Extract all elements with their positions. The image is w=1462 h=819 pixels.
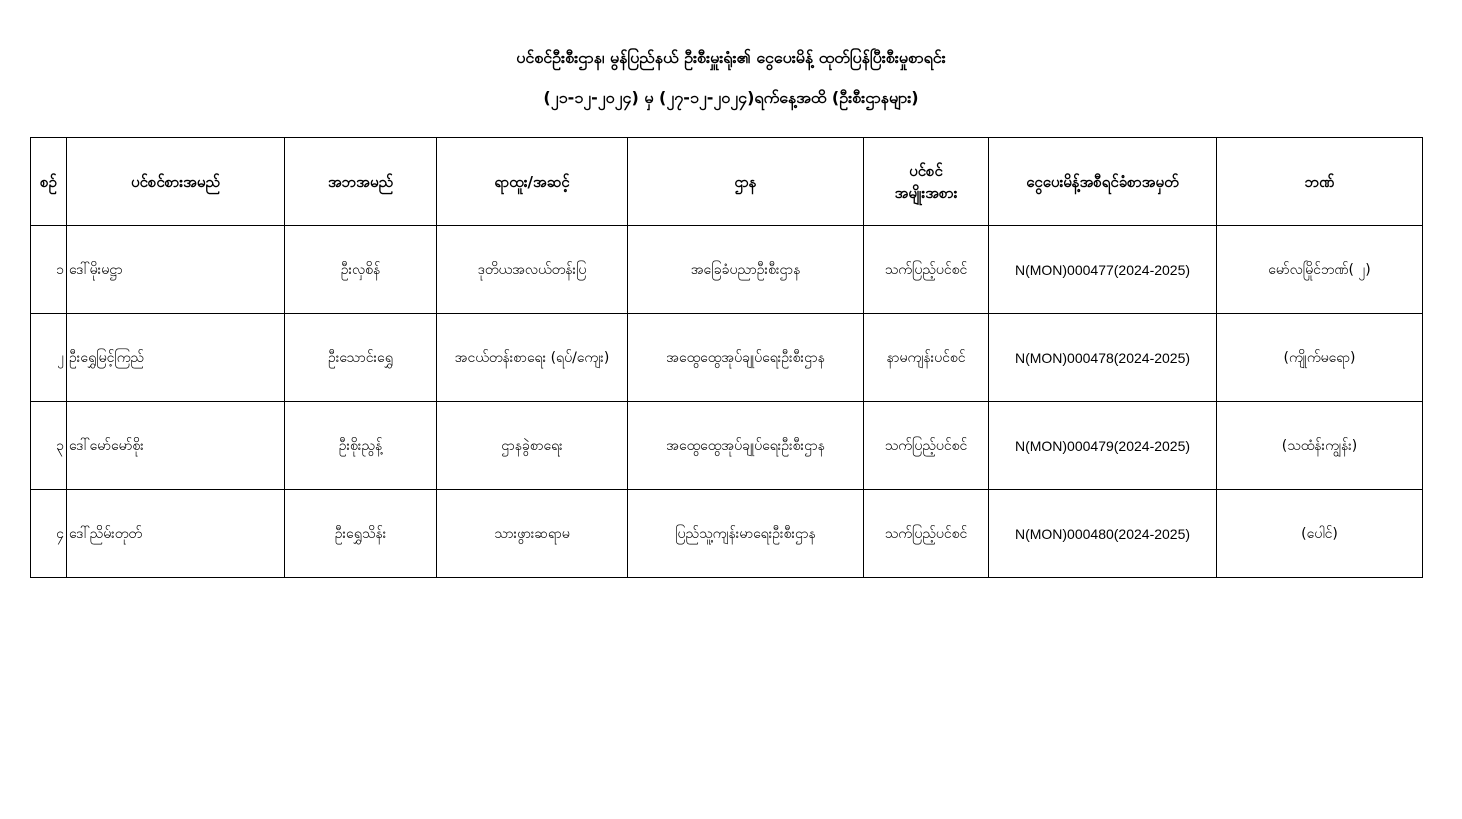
cell-department: ပြည်သူ့ကျန်းမာရေးဦးစီးဌာန — [628, 490, 864, 578]
cell-department: အထွေထွေအုပ်ချုပ်ရေးဦးစီးဌာန — [628, 402, 864, 490]
cell-pension-type: သက်ပြည့်ပင်စင် — [864, 402, 989, 490]
header-pensioner-name: ပင်စင်စားအမည် — [67, 138, 285, 226]
cell-bank: (သထံန်းကျွန်း) — [1217, 402, 1423, 490]
cell-pensioner-name: ဒေါ်မိုးမဋ္ဌာ — [67, 226, 285, 314]
cell-pensioner-name: ဒေါ်မော်မော်စိုး — [67, 402, 285, 490]
cell-ppo-number: N(MON)000480(2024-2025) — [989, 490, 1217, 578]
header-pension-type — [864, 138, 989, 226]
cell-bank: (ပေါင်) — [1217, 490, 1423, 578]
cell-bank: (ကျိုက်မရော) — [1217, 314, 1423, 402]
cell-no: ၂ — [31, 314, 67, 402]
cell-ppo-number: N(MON)000479(2024-2025) — [989, 402, 1217, 490]
cell-bank: မော်လမြိုင်ဘဏ်( ၂) — [1217, 226, 1423, 314]
cell-department: အခြေခံပညာဦးစီးဌာန — [628, 226, 864, 314]
cell-position: သားဖွားဆရာမ — [437, 490, 628, 578]
cell-father-name: ဦးရွှေသိန်း — [285, 490, 437, 578]
pension-table — [30, 137, 1423, 578]
document-date-range: (၂၁-၁၂-၂၀၂၄) မှ (၂၇-၁၂-၂၀၂၄)ရက်နေ့အထိ (ဦးစီးဌာနများ) — [543, 88, 919, 107]
header-position: ရာထူး/အဆင့် — [437, 138, 628, 226]
cell-no: ၁ — [31, 226, 67, 314]
cell-pension-type: နာမကျန်းပင်စင် — [864, 314, 989, 402]
cell-father-name: ဦးစိုးညွန့် — [285, 402, 437, 490]
header-pension-type-line2: အမျိုးအစား — [894, 183, 958, 202]
header-bank: ဘဏ် — [1217, 138, 1423, 226]
table-row — [31, 226, 1423, 314]
table-row — [31, 402, 1423, 490]
table-header-row — [31, 138, 1423, 226]
cell-no: ၃ — [31, 402, 67, 490]
cell-no: ၄ — [31, 490, 67, 578]
cell-ppo-number: N(MON)000477(2024-2025) — [989, 226, 1217, 314]
cell-pensioner-name: ဒေါ်ညိမ်းတုတ် — [67, 490, 285, 578]
cell-ppo-number: N(MON)000478(2024-2025) — [989, 314, 1217, 402]
cell-pension-type: သက်ပြည့်ပင်စင် — [864, 226, 989, 314]
cell-pensioner-name: ဦးရွှေမြင့်ကြည် — [67, 314, 285, 402]
cell-department: အထွေထွေအုပ်ချုပ်ရေးဦးစီးဌာန — [628, 314, 864, 402]
cell-position: ဒုတိယအလယ်တန်းပြ — [437, 226, 628, 314]
cell-pension-type: သက်ပြည့်ပင်စင် — [864, 490, 989, 578]
table-row — [31, 314, 1423, 402]
cell-father-name: ဦးသောင်းရွှေ — [285, 314, 437, 402]
cell-position: ဌာနခွဲစာရေး — [437, 402, 628, 490]
header-ppo-number: ငွေပေးမိန့်အစီရင်ခံစာအမှတ် — [989, 138, 1217, 226]
header-pension-type-line1: ပင်စင် — [909, 161, 943, 180]
header-no: စဉ် — [31, 138, 67, 226]
header-father-name: အဘအမည် — [285, 138, 437, 226]
cell-father-name: ဦးလှစိန် — [285, 226, 437, 314]
table-row — [31, 490, 1423, 578]
header-department: ဌာန — [628, 138, 864, 226]
document-title: ပင်စင်ဦးစီးဌာန၊ မွန်ပြည်နယ် ဦးစီးမှူးရုံး၏ ငွေပေးမိန့် ထုတ်ပြန်ပြီးစီးမှုစာရင်း — [516, 48, 946, 67]
cell-position: အငယ်တန်းစာရေး (ရပ်/ကျေး) — [437, 314, 628, 402]
